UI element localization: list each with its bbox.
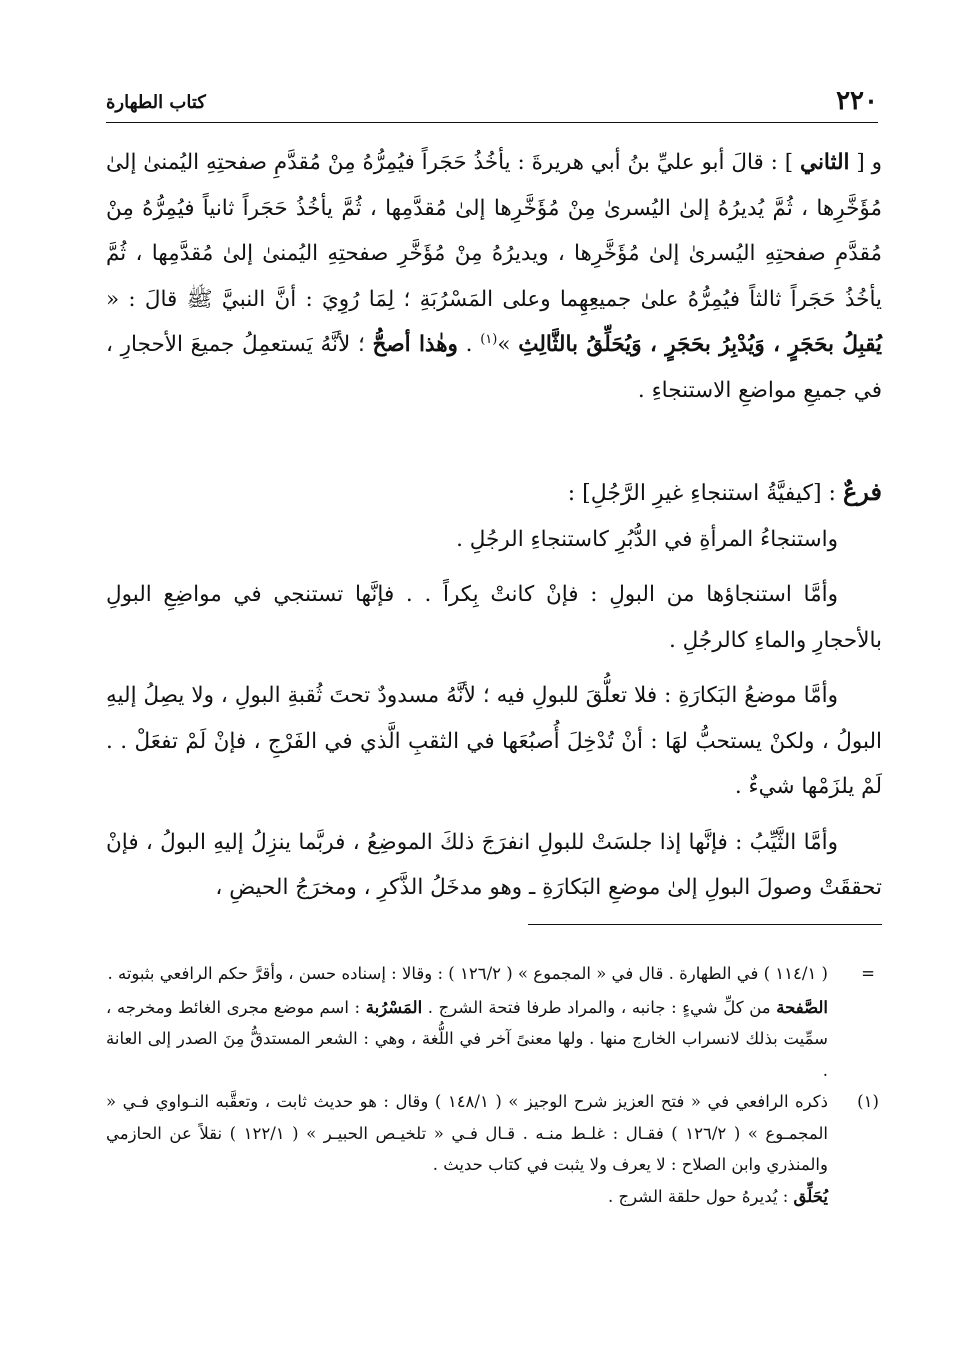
footnote-ref-1[interactable]: (١)	[480, 331, 498, 347]
continuation-mark: =	[861, 964, 875, 983]
page-header	[106, 84, 878, 123]
paragraph-text: ] : قالَ أبو عليِّ بنُ أبي هريرةَ : يأخُذُ حَجَراً فيُمِرُّهُ مِنْ مُقدَّمِ صفحتِهِ اليُمنىٰ إلىٰ مُؤَخَّرِها ، ثُمَّ يُديرُهُ إلىٰ اليُسرىٰ مِنْ مُؤَخَّرِها إلىٰ مُقدَّمِها ، ثُمَّ يأخُذُ حَجَراً ثانياً فيُمِرُّهُ مِنْ مُقدَّمِ صفحتِهِ اليُسرىٰ إلىٰ مُؤَخَّرِها ، ويديرُهُ مِنْ مُؤَخَّرِ صفحتِهِ اليُمنىٰ إلىٰ مُقدَّمِها ، ثُمَّ يأخُذُ حَجَراً ثالثاً فيُمِرُّهُ علىٰ جميعِهِما وعلى المَسْرُبَةِ ؛ لِمَا رُوِيَ : أنَّ النبيَّ ﷺ قالَ : «	[106, 150, 882, 312]
paragraph-text: ؛ لأنَّهُ يَستعمِلُ جميعَ الأحجارِ ، في جميعِ مواضعِ الاستنجاءِ .	[106, 332, 882, 403]
paragraph-text: .	[457, 332, 481, 357]
gloss-term: الصَّفحة	[776, 997, 828, 1017]
gloss-text: من كلِّ شيءٍ : جانبه ، والمراد طرفا فتحة الشرج .	[422, 997, 777, 1017]
gloss-text: : يُديرهُ حول حلقة الشرج .	[608, 1186, 794, 1206]
gloss-text: : اسم موضع مجرى الغائط ومخرجه ، سمِّيت بذلك لانسراب الخارج منها . ولها معنىً آخر في اللُّغة ، وهي : الشعر المستدقُّ مِنَ الصدر إلى العانة .	[106, 997, 828, 1080]
footnote-text: ذكره الرافعي في « فتح العزيز شرح الوجيز » ( ١٤٨/١ ) وقال : هو حديث ثابت ، وتعقَّبه النـواوي فـي « المجمـوع » ( ١٢٦/٢ ) فقـال : غلـط منـه . قـال فـي « تلخيـص الحبيـر » ( ١٢٢/١ ) نقلاً عن الحازمي والمنذري وابن الصلاح : لا يعرف ولا يثبت في كتاب حديث .	[106, 1092, 828, 1174]
section-title: : [كيفيَّةُ استنجاءِ غيرِ الرَّجُلِ] :	[567, 481, 843, 506]
running-title: كتاب الطهارة	[106, 92, 206, 113]
footnote-gloss	[106, 1181, 828, 1213]
footnote-number: (١)	[857, 1092, 879, 1111]
section-gap	[106, 413, 882, 469]
paragraph-virgin-urine: وأمَّا استنجاؤها من البولِ : فإنْ كانتْ بِكراً . . فإنَّها تستنجي في مواضِعِ البولِ بالأحجارِ والماءِ كالرجُلِ .	[106, 582, 882, 653]
verdict-text: وهٰذا أصحُّ	[372, 332, 458, 357]
footnote-divider	[528, 924, 882, 925]
far-label: فرعٌ	[842, 477, 882, 506]
main-text	[106, 140, 882, 911]
footnotes	[106, 958, 888, 1212]
footnote-1	[106, 1086, 888, 1212]
quote-close: »	[497, 332, 519, 357]
bracket-open: و [	[849, 150, 882, 175]
paragraph-second-method	[106, 140, 882, 413]
paragraph-nonvirgin: وأمَّا الثَّيِّبُ : فإنَّها إذا جلسَتْ للبولِ انفرَجَ ذلكَ الموضِعُ ، فربَّما ينزِلُ إليهِ البولُ ، فإنْ تحققَتْ وصولَ البولِ إلىٰ موضعِ البَكارَةِ ـ وهو مدخَلُ الذَّكرِ ، ومخرَجُ الحيضِ ،	[106, 829, 882, 900]
label-second: الثاني	[800, 150, 850, 175]
paragraph-virginity-place: وأمَّا موضعُ البَكارَةِ : فلا تعلُّقَ للبولِ فيه ؛ لأنَّهُ مسدودٌ تحتَ ثُقبةِ البولِ ، ولا يصِلُ إليهِ البولُ ، ولكنْ يستحبُّ لهَا : أنْ تُدْخِلَ أُصبُعَها في الثقبِ الَّذي في الفَرْجِ ، فإنْ لَمْ تفعَلْ . . لَمْ يلزَمْها شيءٌ .	[106, 683, 882, 799]
page-number: ٢٢٠	[836, 86, 878, 116]
gloss-term: المَسْرُبة	[365, 997, 423, 1017]
footnote-continuation	[106, 958, 888, 1086]
paragraph-woman-rear: واستنجاءُ المرأةِ في الدُّبُرِ كاستنجاءِ الرجُلِ .	[456, 526, 838, 552]
gloss-term: يُحَلِّق	[793, 1186, 828, 1206]
section-heading	[106, 469, 882, 517]
footnote-text: ( ١١٤/١ ) في الطهارة . قال في « المجموع » ( ١٢٦/٢ ) : وقالا : إسناده حسن ، وأقرَّ حكم الرافعي بثبوته .	[107, 964, 828, 983]
hadith-quote: يُقبِلُ بحَجَرٍ ، وَيُدْبِرُ بحَجَرٍ ، وَيُحَلِّقُ بالثَّالِثِ	[518, 332, 882, 357]
footnote-gloss	[106, 992, 828, 1087]
